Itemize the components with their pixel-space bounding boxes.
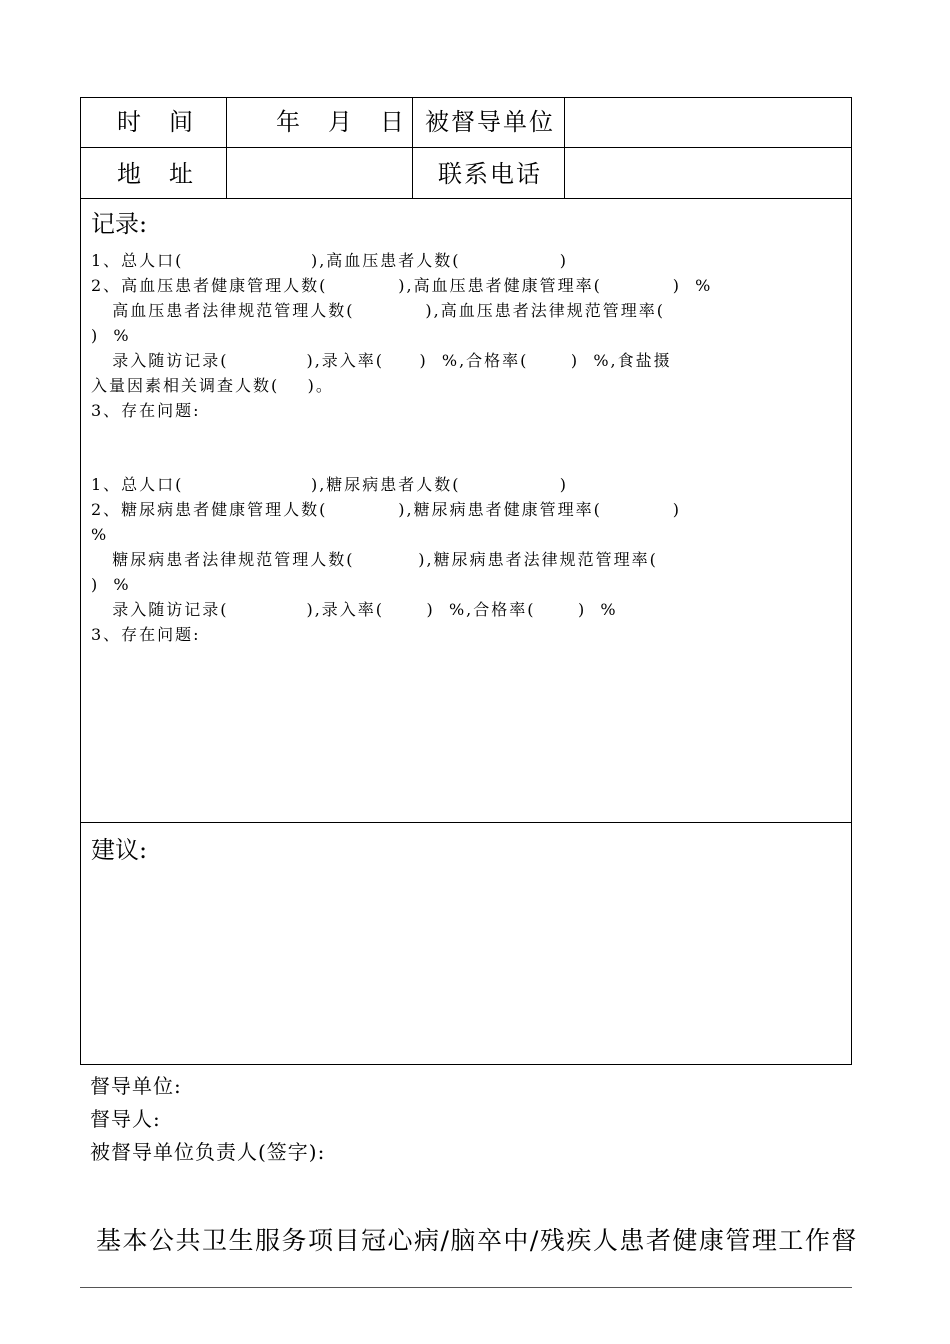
row-divider [81,822,851,823]
supervisor-label: 督导人: [90,1107,161,1131]
record-line: 录入随访记录( ),录入率( ) %,合格率( ) %,食盐摄 [91,351,672,370]
record-line: 高血压患者法律规范管理人数( ),高血压患者法律规范管理率( [91,301,665,320]
phone-label: 联系电话 [438,160,542,188]
record-line: 2、高血压患者健康管理人数( ),高血压患者健康管理率( ) % [91,276,713,295]
record-heading: 记录: [91,210,148,238]
footer-divider [80,1287,852,1288]
row-divider [81,198,851,199]
record-line: 入量因素相关调查人数( )。 [91,376,334,395]
column-divider [564,98,565,198]
next-form-title: 基本公共卫生服务项目冠心病/脑卒中/残疾人患者健康管理工作督 [96,1226,858,1255]
record-line: 3、存在问题: [91,401,201,420]
supervision-form-table [80,97,852,1065]
suggestion-heading: 建议: [91,836,148,864]
responsible-person-signature-label: 被督导单位负责人(签字): [90,1140,326,1164]
time-label: 时 间 [117,108,195,136]
column-divider [412,98,413,198]
supervised-unit-field[interactable] [576,107,841,137]
supervised-unit-label: 被督导单位 [425,108,555,136]
address-field[interactable] [238,159,403,189]
record-line: 1、总人口( ),高血压患者人数( ) [91,251,568,270]
record-line: % [91,525,109,544]
record-line: ) % [91,575,131,594]
column-divider [226,98,227,198]
date-field[interactable]: 年 月 日 [276,108,406,136]
record-line: 3、存在问题: [91,625,201,644]
row-divider [81,147,851,148]
record-line: 1、总人口( ),糖尿病患者人数( ) [91,475,568,494]
supervising-unit-label: 督导单位: [90,1074,182,1098]
record-line: 糖尿病患者法律规范管理人数( ),糖尿病患者法律规范管理率( [91,550,658,569]
address-label: 地 址 [117,160,195,188]
phone-field[interactable] [576,159,841,189]
record-line: 录入随访记录( ),录入率( ) %,合格率( ) % [91,600,618,619]
record-line: 2、糖尿病患者健康管理人数( ),糖尿病患者健康管理率( ) [91,500,681,519]
record-line: ) % [91,326,131,345]
